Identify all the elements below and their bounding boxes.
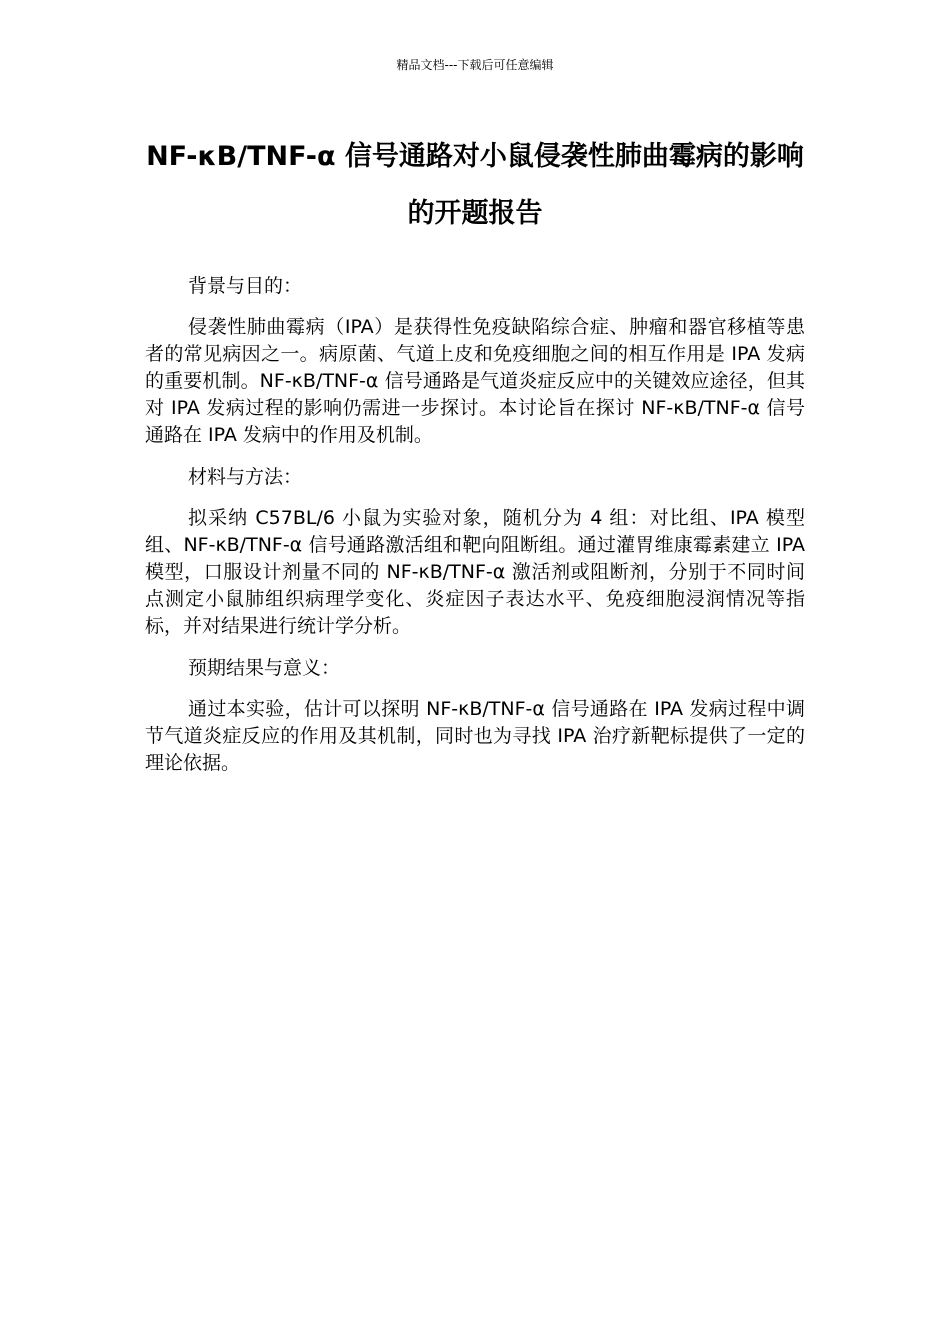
section-body-background: 侵袭性肺曲霉病（IPA）是获得性免疫缺陷综合症、肿瘤和器官移植等患者的常见病因之一。病原菌、气道上皮和免疫细胞之间的相互作用是 IPA 发病的重要机制。NF-κB/TNF-α 信号通路是气道炎症反应中的关键效应途径，但其对 IPA 发病过程的影响仍需进一步探讨。本讨论旨在探讨 NF-κB/TNF-α 信号通路在 IPA 发病中的作用及机制。 (145, 316, 805, 446)
section-heading-expected-results: 预期结果与意义： (188, 657, 341, 679)
section-body-expected-results: 通过本实验，估计可以探明 NF-κB/TNF-α 信号通路在 IPA 发病过程中调节气道炎症反应的作用及其机制，同时也为寻找 IPA 治疗新靶标提供了一定的理论依据。 (145, 698, 805, 774)
section-heading-methods: 材料与方法： (188, 466, 303, 488)
section-heading-background: 背景与目的： (188, 275, 303, 297)
document-title: NF-κB/TNF-α 信号通路对小鼠侵袭性肺曲霉病的影响的开题报告 (146, 141, 804, 229)
section-body-methods: 拟采纳 C57BL/6 小鼠为实验对象，随机分为 4 组：对比组、IPA 模型组、NF-κB/TNF-α 信号通路激活组和靶向阻断组。通过灌胃维康霉素建立 IPA 模型，口服设计剂量不同的 NF-κB/TNF-α 激活剂或阻断剂，分别于不同时间点测定小鼠肺组织病理学变化、炎症因子表达水平、免疫细胞浸润情况等指标，并对结果进行统计学分析。 (145, 507, 805, 637)
document-body (145, 272, 805, 791)
header-note: 精品文档---下载后可任意编辑 (396, 58, 554, 72)
